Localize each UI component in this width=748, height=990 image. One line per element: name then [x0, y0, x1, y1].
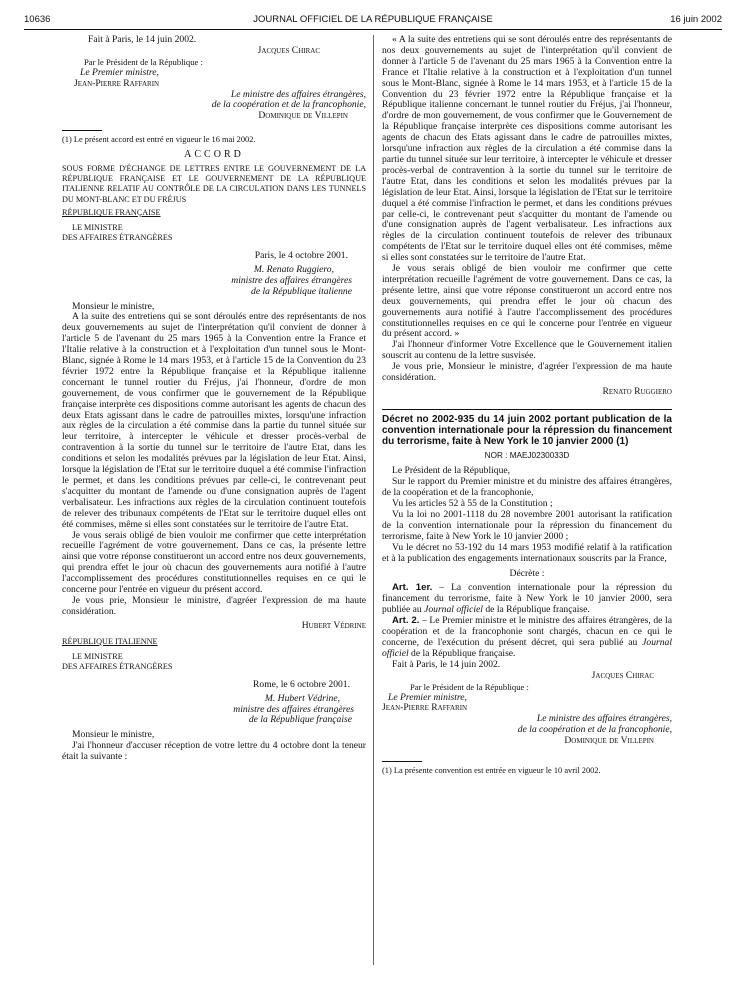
quote-paragraph-2: Je vous serais obligé de bien vouloir me confirmer que cette interprétation recueille l'agrément de votre gouvernement. Dans ce cas, la présente lettre, ainsi que votre réponse constitueront un accord entre nos deux gouvernements, qui prendra effet le jour où chacun des gouvernements aura notifié à l'autre l'accomplissement des procédures constitutionnelles requises en ce qui le concerne pour l'entrée en vigueur du présent accord. »	[382, 263, 672, 340]
addressee2-country: de la République française	[248, 714, 352, 726]
salutation-2: Monsieur le ministre,	[72, 729, 155, 741]
letter-paragraph-1: A la suite des entretiens qui se sont déroulés entre des représentants de nos deux gouvernements au sujet de l'interprétation qu'il convient de donner à l'article 5 de l'avenant du 25 mars 1965 à la Convention entre la France et l'Italie relative à la construction et à l'exploitation d'un tunnel sous le Mont-Blanc, signée à Rome le 14 mars 1953, et à l'article 15 de la Convention du 23 février 1972 entre la République française et la République italienne concernant le tunnel routier du Fréjus, j'ai l'honneur, d'ordre de mon gouvernement, de vous confirmer que le gouvernement de la République française interprète ces dispositions comme autorisant les agents de chacun des deux Etats agissant dans le cadre de patrouilles mixtes, lorsqu'une infraction aux règles de la circulation a été commise dans la partie du tunnel située sur leur territoire, à intercepter le véhicule et dresser procès-verbal de contravention à la sortie du tunnel sur le territoire de l'autre Etat, dans les conditions et selon les modalités prévues par la législation de leur Etat. Ainsi, lorsque la législation de l'Etat sur le territoire duquel a été commise l'infraction le permet, et dans les conditions prévues par celle-ci, le contrevenant peut s'acquitter du montant de l'amende ou d'une consignation auprès de l'agent verbalisateur. Les infractions aux règles de la circulation continuent toutefois de relever des tribunaux compétents de l'Etat sur le territoire duquel elles ont été commises, même si elles sont constatées sur le territoire de l'autre Etat.	[62, 311, 366, 530]
addressee-title: ministre des affaires étrangères	[231, 274, 352, 286]
nor-reference: NOR : MAEJ0230033D	[484, 450, 570, 460]
decree-vu-constitution: Vu les articles 52 à 55 de la Constitution ;	[392, 498, 553, 510]
column-separator	[373, 35, 374, 965]
ministre2-name: Dominique de Villepin	[564, 735, 654, 747]
accord-heading: ACCORD	[184, 149, 244, 161]
reply-paragraph-3: Je vous prie, Monsieur le ministre, d'agréer l'expression de ma haute considération.	[382, 361, 672, 384]
decree-title: Décret no 2002-935 du 14 juin 2002 portant publication de la convention internationale pour la répression du financement du terrorisme, faite à New York le 10 janvier 2000 (1)	[382, 413, 672, 448]
letter-paragraph-3: Je vous prie, Monsieur le ministre, d'agréer l'expression de ma haute considération.	[62, 594, 366, 617]
page-number: 10636	[24, 14, 51, 25]
decree-rapport: Sur le rapport du Premier ministre et du ministre des affaires étrangères, de la coopération et de la francophonie,	[382, 476, 672, 499]
article-1: Art. 1er. – La convention internationale pour la répression du financement du terrorisme, faite à New York le 10 janvier 2000, sera publiée au Journal officiel de la République française.	[382, 582, 672, 616]
right-column	[382, 35, 672, 777]
article-2-label: Art. 2.	[392, 615, 420, 627]
reply-paragraph-1: J'ai l'honneur d'accuser réception de votre lettre du 4 octobre dont la teneur était la suivante :	[62, 740, 366, 763]
decree-vu-decret: Vu le décret no 53-192 du 14 mars 1953 modifié relatif à la ratification et à la publication des engagements internationaux souscrits par la France,	[382, 541, 672, 564]
addressee2-name: M. Hubert Védrine,	[264, 692, 340, 704]
par-le-president-2: Par le Président de la République :	[410, 681, 529, 692]
decrete-label: Décrète :	[509, 567, 545, 579]
article-1-label: Art. 1er.	[392, 582, 433, 594]
footnote-accord: (1) Le présent accord est entré en vigueur le 16 mai 2002.	[62, 135, 256, 145]
premier-ministre-title: Le Premier ministre,	[80, 66, 159, 78]
paris-date: Paris, le 4 octobre 2001.	[254, 249, 348, 261]
signature-chirac-2: Jacques Chirac	[591, 669, 654, 681]
premier-ministre-name-2: Jean-Pierre Raffarin	[382, 702, 468, 714]
footnote-rule-2	[382, 761, 422, 762]
letter-paragraph-2: Je vous serais obligé de bien vouloir me confirmer que cette interprétation recueille l'agrément de votre gouvernement. Dans ce cas, la présente lettre ainsi que votre réponse constitueront un accord entre nos deux gouvernements, qui prendra effet le jour où chacun des gouvernements aura notifié à l'autre l'accomplissement des procédures constitutionnelles requises en ce qui le concerne pour l'entrée en vigueur du présent accord.	[62, 529, 366, 596]
le-ministre-label-2: LE MINISTRE	[72, 651, 123, 661]
ministre2-title-line2: de la coopération et de la francophonie,	[517, 724, 672, 736]
footnote-rule	[62, 130, 102, 131]
decree-vu-loi: Vu la loi no 2001-1118 du 28 novembre 2001 autorisant la ratification de la convention internationale pour la répression du financement du terrorisme, faite à New York le 10 janvier 2000 ;	[382, 509, 672, 542]
affaires-etrangeres-label-2: DES AFFAIRES ÉTRANGÈRES	[62, 661, 173, 671]
rome-date: Rome, le 6 octobre 2001.	[253, 678, 350, 690]
ministre-title-line2: de la coopération et de la francophonie,	[211, 99, 366, 111]
affaires-etrangeres-label: DES AFFAIRES ÉTRANGÈRES	[62, 232, 173, 242]
ministre2-title-line1: Le ministre des affaires étrangères,	[536, 713, 672, 725]
addressee-name: M. Renato Ruggiero,	[253, 263, 334, 275]
issue-date: 16 juin 2002	[670, 14, 722, 25]
ministre-name: Dominique de Villepin	[258, 110, 348, 122]
le-ministre-label: LE MINISTRE	[72, 222, 123, 232]
signature-chirac: Jacques Chirac	[257, 44, 320, 56]
republique-francaise-label: RÉPUBLIQUE FRANÇAISE	[62, 207, 161, 217]
fait-line: Fait à Paris, le 14 juin 2002.	[88, 34, 197, 45]
premier-ministre-name: Jean-Pierre Raffarin	[74, 77, 160, 89]
journal-title: JOURNAL OFFICIEL DE LA RÉPUBLIQUE FRANÇAISE	[253, 14, 493, 25]
page-header	[24, 14, 722, 28]
left-column	[62, 35, 366, 763]
par-le-president: Par le Président de la République :	[84, 56, 203, 67]
accord-subtitle: SOUS FORME D'ÉCHANGE DE LETTRES ENTRE LE GOUVERNEMENT DE LA RÉPUBLIQUE FRANÇAISE ET LE GOUVERNEMENT DE LA RÉPUBLIQUE ITALIENNE RELATIF AU CONTRÔLE DE LA CIRCULATION DANS LES TUNNELS DU MONT-BLANC ET DU FRÉJUS	[62, 164, 366, 204]
footnote-convention: (1) La présente convention est entrée en vigueur le 10 avril 2002.	[382, 766, 601, 776]
quote-paragraph-1: « A la suite des entretiens qui se sont déroulés entre des représentants de nos deux gouvernements au sujet de l'interprétation qu'il convient de donner à l'article 5 de l'avenant du 25 mars 1965 à la Convention entre la France et l'Italie relative à la construction et à l'exploitation d'un tunnel sous le Mont-Blanc, signée à Rome le 14 mars 1953, et à l'article 15 de la Convention du 23 février 1972 entre la République française et la République italienne concernant le tunnel routier du Fréjus, j'ai l'honneur, d'ordre de mon gouvernement, de vous confirmer que le Gouvernement de la République française interprète ces dispositions comme autorisant les agents de chacun des Etats agissant dans le cadre de patrouilles mixtes, lorsqu'une infraction aux règles de la circulation a été commise dans la partie du tunnel située sur leur territoire, à intercepter le véhicule et dresser procès-verbal de contravention à la sortie du tunnel sur le territoire de l'autre Etat, dans les conditions et selon les modalités prévues par la législation de leur Etat. Ainsi, lorsque la législation de l'Etat sur le territoire duquel a été commise l'infraction le permet, et dans les conditions prévues par celle-ci, le contrevenant peut s'acquitter du montant de l'amende ou d'une consignation auprès de l'agent verbalisateur. Les infractions aux règles de la circulation continuent toutefois de relever des tribunaux compétents de l'Etat sur le territoire duquel elles ont été commises, même si elles sont constatées sur le territoire de l'autre Etat.	[382, 34, 672, 264]
header-rule	[24, 29, 722, 30]
decree-president: Le Président de la République,	[392, 465, 511, 477]
ministre-title-line1: Le ministre des affaires étrangères,	[230, 88, 366, 100]
republique-italienne-label: RÉPUBLIQUE ITALIENNE	[62, 636, 158, 646]
salutation: Monsieur le ministre,	[72, 300, 155, 312]
signature-ruggiero: Renato Ruggiero	[602, 386, 672, 397]
addressee2-title: ministre des affaires étrangères	[233, 703, 354, 715]
addressee-country: de la République italienne	[251, 285, 352, 297]
decree-rule	[382, 409, 672, 410]
reply-paragraph-2: J'ai l'honneur d'informer Votre Excellence que le Gouvernement italien souscrit au contenu de la lettre susvisée.	[382, 339, 672, 362]
fait-line-2: Fait à Paris, le 14 juin 2002.	[392, 658, 501, 670]
premier-ministre-title-2: Le Premier ministre,	[388, 691, 467, 703]
article-2: Art. 2. – Le Premier ministre et le ministre des affaires étrangères, de la coopération et de la francophonie sont chargés, chacun en ce qui le concerne, de l'exécution du présent décret, qui sera publié au Journal officiel de la République française.	[382, 615, 672, 659]
signature-vedrine: Hubert Védrine	[301, 619, 366, 631]
